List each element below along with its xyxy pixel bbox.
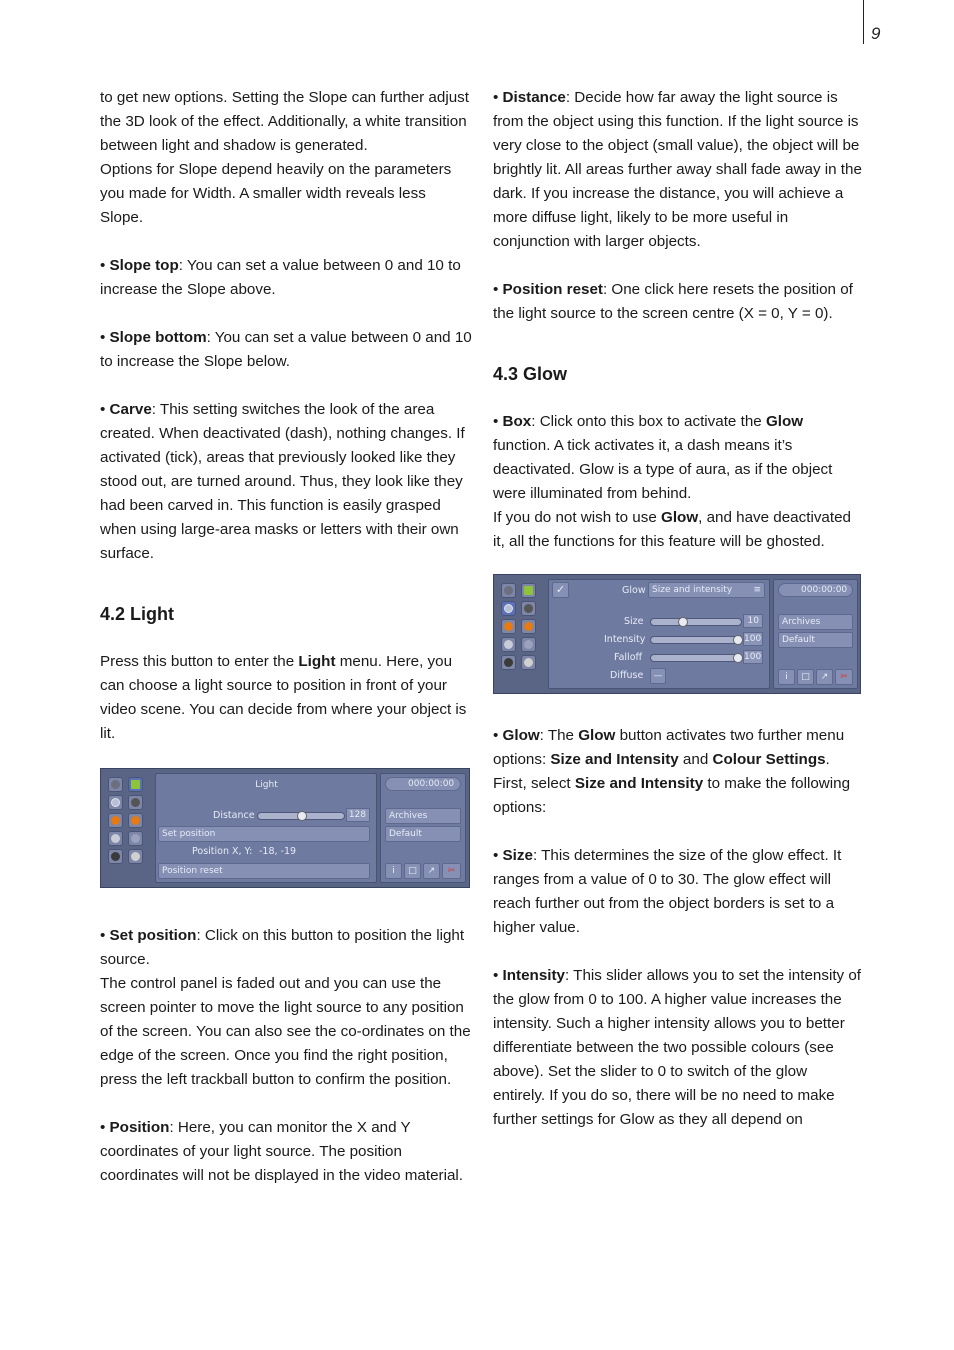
checkmark-icon [521, 583, 536, 598]
set-position-button[interactable]: Set position [158, 826, 370, 842]
tools-icon[interactable]: ✂ [442, 863, 461, 879]
sphere-icon [108, 777, 123, 792]
sphere-dark-icon [521, 601, 536, 616]
size-slider[interactable] [650, 618, 742, 626]
gray-sphere-icon [521, 655, 536, 670]
info-button[interactable]: i [778, 669, 795, 685]
pattern-icon [108, 831, 123, 846]
arrow-icon[interactable]: ↗ [816, 669, 833, 685]
tools-icon[interactable]: ✂ [835, 669, 853, 685]
window-icon[interactable]: □ [404, 863, 421, 879]
bullet-glow: • Glow: The Glow button activates two further menu options: Size and Intensity and Colour Settings. [493, 727, 845, 768]
default-button[interactable]: Default [778, 632, 853, 648]
section-heading-light: 4.2 Light [100, 604, 175, 624]
term: Carve [109, 401, 152, 418]
info-button[interactable]: i [385, 863, 402, 879]
bullet-carve: • Carve: This setting switches the look of the area created. When deactivated (dash), nothing changes. If activated (tick), areas that previously looked like they stood out, are turned around. Thus, they look like they had been carved in. This function is easily grasped when using large-area masks or letters with their own surface. [100, 401, 465, 562]
paragraph: If you do not wish to use Glow, and have deactivated it, all the functions for this feature will be ghosted. [493, 509, 851, 550]
panel-title: Light [158, 777, 372, 793]
circle-icon [501, 601, 516, 616]
gray-sphere-icon [128, 849, 143, 864]
timecode: 000:00:00 [778, 583, 853, 597]
sphere-dark-icon [128, 795, 143, 810]
diffuse-checkbox[interactable]: — [650, 668, 666, 684]
term: Slope top [109, 257, 179, 274]
page-number-rule [863, 0, 864, 44]
text: : You can set a value between 0 and 10 to increase the Slope above. [100, 257, 461, 298]
page-number: 9 [871, 24, 881, 43]
right-column [493, 86, 863, 1132]
outline-icon [128, 831, 143, 846]
arrow-icon[interactable]: ↗ [423, 863, 440, 879]
glow-panel-screenshot [493, 574, 861, 694]
distance-value: 128 [346, 808, 370, 822]
orange-sphere-icon [128, 813, 143, 828]
section-heading-glow: 4.3 Glow [493, 364, 568, 384]
sphere-icon [501, 583, 516, 598]
falloff-value: 100 [744, 652, 762, 662]
archives-button[interactable]: Archives [778, 614, 853, 630]
text: : This setting switches the look of the area created. When deactivated (dash), nothing changes. If activated (tick), areas that previously looked like they stood out, are turned around. Thus, they look like they had been carved in. This function is easily grasped when using large-area masks or letters with their own surface. [100, 401, 465, 562]
window-icon[interactable]: □ [797, 669, 814, 685]
glow-label: Glow [622, 585, 646, 596]
diffuse-label: Diffuse [610, 670, 644, 681]
default-button[interactable]: Default [385, 826, 461, 842]
pattern-icon [501, 637, 516, 652]
bullet-slope-top: • Slope top: You can set a value between 0 and 10 to increase the Slope above. [100, 257, 461, 298]
bullet-size: • Size: This determines the size of the glow effect. It ranges from a value of 0 to 30. The glow effect will reach further out from the object borders is set to a higher value. [493, 847, 842, 936]
intensity-knob[interactable] [733, 635, 743, 645]
glow-mode-value: Size and intensity [652, 585, 733, 595]
intensity-value: 100 [744, 634, 762, 644]
circle-icon [108, 795, 123, 810]
position-reset-button[interactable]: Position reset [158, 863, 370, 879]
bullet-slope-bottom: • Slope bottom: You can set a value between 0 and 10 to increase the Slope below. [100, 329, 472, 370]
intensity-slider[interactable] [650, 636, 742, 644]
dark-sphere-icon [501, 655, 516, 670]
timecode: 000:00:00 [385, 777, 461, 791]
orange-sphere-icon [108, 813, 123, 828]
bullet-position: • Position: Here, you can monitor the X and Y coordinates of your light source. The position coordinates will not be displayed in the video material. [100, 1119, 464, 1184]
size-label: Size [624, 616, 644, 627]
size-knob[interactable] [678, 617, 688, 627]
outline-icon [521, 637, 536, 652]
bullet-intensity: • Intensity: This slider allows you to set the intensity of the glow from 0 to 100. A higher value increases the intensity. Such a higher intensity allows you to better differentiate between the two possible colours (see above). Set the slider to 0 to switch of the glow entirely. If you do so, there will be no need to make further settings for Glow as they all depend on [493, 967, 862, 1128]
position-label: Position X, Y: [192, 846, 253, 857]
bullet-position-reset: • Position reset: One click here resets the position of the light source to the screen centre (X = 0, Y = 0). [493, 281, 853, 322]
menu-icon: ≡ [753, 585, 761, 595]
text: : You can set a value between 0 and 10 to increase the Slope below. [100, 329, 472, 370]
falloff-slider[interactable] [650, 654, 742, 662]
archives-button[interactable]: Archives [385, 808, 461, 824]
dark-sphere-icon [108, 849, 123, 864]
falloff-label: Falloff [614, 652, 643, 663]
distance-label: Distance [213, 810, 255, 821]
term: Slope bottom [109, 329, 207, 346]
distance-slider[interactable] [257, 812, 345, 820]
light-panel-screenshot [100, 768, 470, 888]
intensity-label: Intensity [604, 634, 646, 645]
bullet-set-position: • Set position: Click on this button to position the light source. [100, 927, 465, 968]
bullet-box: • Box: Click onto this box to activate the Glow function. A tick activates it, a dash means it’s deactivated. Glow is a type of aura, as if the object were illuminated from behind. [493, 413, 833, 502]
falloff-knob[interactable] [733, 653, 743, 663]
checkmark-icon [128, 777, 143, 792]
orange-sphere-icon [501, 619, 516, 634]
light-intro: Press this button to enter the Light menu. Here, you can choose a light source to position in front of your video scene. You can decide from where your object is lit. [100, 653, 467, 742]
orange-sphere-icon [521, 619, 536, 634]
paragraph: The control panel is faded out and you can use the screen pointer to move the light source to any position of the screen. You can also see the co-ordinates on the edge of the screen. Once you find the right position, press the left trackball button to confirm the position. [100, 975, 471, 1088]
paragraph: Options for Slope depend heavily on the parameters you made for Width. A smaller width reveals less Slope. [100, 161, 452, 226]
glow-checkbox[interactable]: ✓ [552, 582, 569, 598]
position-value: -18, -19 [259, 846, 297, 857]
distance-knob[interactable] [297, 811, 307, 821]
left-column [100, 86, 472, 1188]
bullet-distance: • Distance: Decide how far away the light source is from the object using this function. If the light source is very close to the object (small value), the object will be brightly lit. All areas further away shall fade away in the dark. If you increase the distance, you will achieve a more diffuse light, likely to be more useful in conjunction with larger objects. [493, 89, 862, 250]
paragraph: First, select Size and Intensity to make the following options: [493, 775, 851, 816]
paragraph: to get new options. Setting the Slope can further adjust the 3D look of the effect. Additionally, a white transition between light and shadow is generated. [100, 89, 469, 154]
size-value: 10 [743, 614, 763, 628]
glow-mode-select[interactable] [648, 582, 765, 598]
